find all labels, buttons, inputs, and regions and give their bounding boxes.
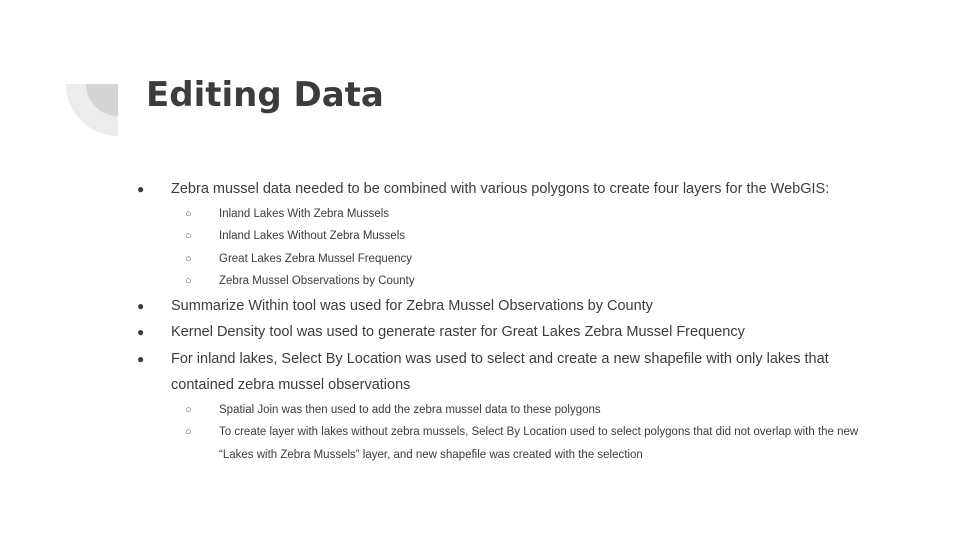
bullet-text: Summarize Within tool was used for Zebra Mussel Observations by County bbox=[171, 297, 653, 314]
sub-bullet-text: Inland Lakes With Zebra Mussels bbox=[219, 207, 390, 220]
sub-list-item bbox=[136, 203, 876, 226]
bullet-text: Zebra mussel data needed to be combined with various polygons to create four layers for the WebGIS: bbox=[171, 181, 830, 197]
sub-bullet-text: Spatial Join was then used to add the zebra mussel data to these polygons bbox=[219, 403, 601, 416]
hollow-bullet-icon: ○ bbox=[185, 403, 192, 416]
sub-list-item bbox=[136, 399, 876, 422]
sub-list-item bbox=[136, 248, 876, 271]
slide-title: Editing Data bbox=[146, 75, 384, 115]
filled-bullet-icon: ● bbox=[137, 182, 145, 196]
corner-decoration bbox=[66, 84, 118, 136]
bullet-text: Kernel Density tool was used to generate raster for Great Lakes Zebra Mussel Frequency bbox=[171, 324, 745, 340]
list-item bbox=[136, 319, 876, 346]
hollow-bullet-icon: ○ bbox=[185, 252, 192, 265]
bullet-text: For inland lakes, Select By Location was used to select and create a new shapefile with only lakes that contained zebra mussel observations bbox=[171, 350, 829, 393]
sub-list-item bbox=[136, 270, 876, 293]
sub-bullet-text: Inland Lakes Without Zebra Mussels bbox=[219, 230, 406, 242]
list-item bbox=[136, 346, 876, 399]
hollow-bullet-icon: ○ bbox=[185, 275, 192, 287]
bullet-list bbox=[136, 176, 876, 466]
filled-bullet-icon: ● bbox=[137, 351, 145, 366]
sub-bullet-text: To create layer with lakes without zebra mussels, Select By Location used to select polygons that did not overlap with the new “Lakes with Zebra Mussels” layer, and new shapefile was created with the selection bbox=[219, 426, 859, 461]
hollow-bullet-icon: ○ bbox=[185, 207, 192, 220]
hollow-bullet-icon: ○ bbox=[185, 426, 192, 438]
sub-list-item bbox=[136, 225, 876, 248]
sub-bullet-text: Zebra Mussel Observations by County bbox=[219, 275, 415, 287]
list-item bbox=[136, 176, 876, 203]
filled-bullet-icon: ● bbox=[137, 325, 145, 339]
list-item bbox=[136, 293, 876, 320]
sub-list-item bbox=[136, 421, 876, 466]
hollow-bullet-icon: ○ bbox=[185, 230, 192, 242]
filled-bullet-icon: ● bbox=[137, 298, 145, 313]
sub-bullet-text: Great Lakes Zebra Mussel Frequency bbox=[219, 252, 413, 265]
